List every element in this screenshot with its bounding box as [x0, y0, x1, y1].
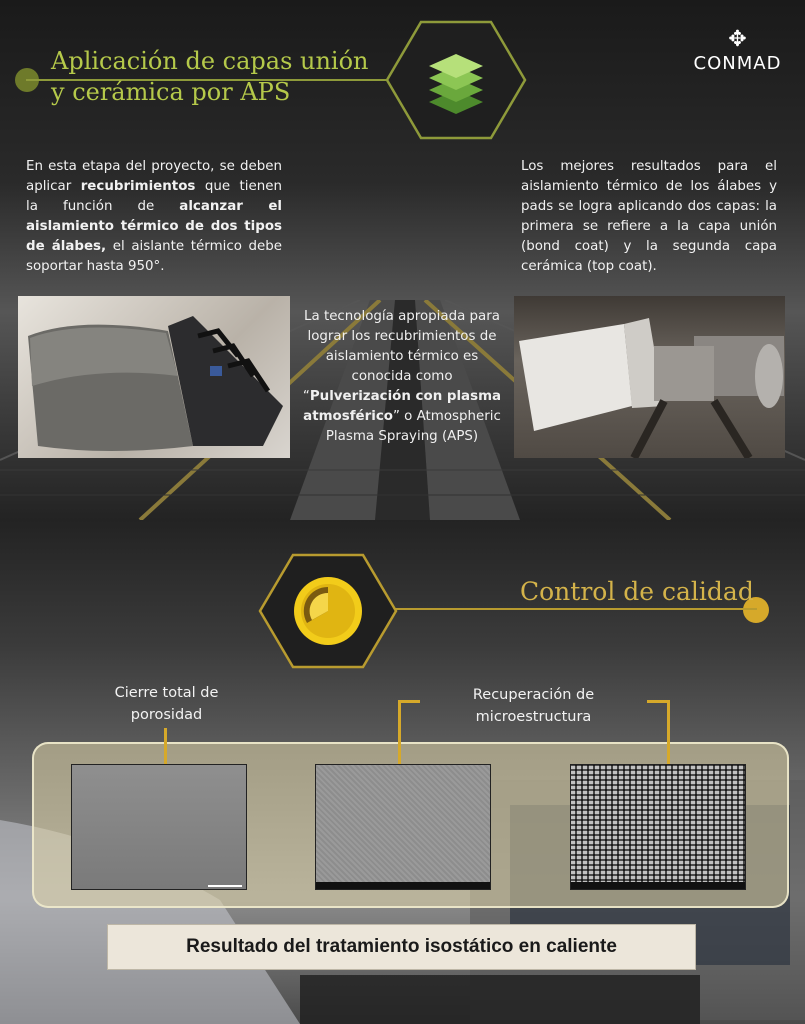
page-title — [51, 46, 369, 108]
coated-sphere-icon — [258, 553, 398, 669]
scale-bar — [208, 885, 242, 887]
microstructure-connector-right — [667, 700, 670, 772]
result-banner-text: Resultado del tratamiento isostático en caliente — [186, 936, 617, 957]
result-banner — [107, 924, 696, 970]
page-title-line2: y cerámica por APS — [51, 78, 291, 106]
layers-icon — [385, 20, 527, 140]
logo-mark-icon: ✥ — [728, 27, 747, 52]
sem-image-porosity — [71, 764, 247, 890]
conmad-logo — [690, 28, 785, 74]
sem-info-bar — [316, 882, 490, 889]
sem-image-surface — [315, 764, 491, 890]
intro-paragraph: En esta etapa del proyecto, se deben aplicar recubrimientos que tienen la función de alcanzar el aislamiento térmico de dos tipos de álabes, el aislante térmico debe soportar hasta 950°. — [26, 159, 283, 274]
page-title-line1: Aplicación de capas unión — [51, 47, 369, 75]
sem-image-microstructure — [570, 764, 746, 890]
microstructure-connector-right-cap — [647, 700, 669, 703]
microstructure-connector-left-cap — [398, 700, 420, 703]
coated-blade-photo — [18, 296, 290, 458]
microstructure-label: Recuperación de microestructura — [472, 687, 595, 725]
quality-title: Control de calidad — [520, 577, 754, 606]
technology-paragraph: La tecnología apropiada para lograr los recubrimientos de aislamiento térmico es conocida como “Pulverización con plasma atmosférico” o Atmospheric Plasma Spraying (APS) — [302, 309, 502, 444]
turbine-blade-fixture-photo — [514, 296, 785, 458]
porosity-label: Cierre total de porosidad — [114, 685, 219, 723]
quality-title-underline — [395, 608, 757, 610]
sem-info-bar — [571, 882, 745, 889]
results-paragraph: Los mejores resultados para el aislamiento térmico de los álabes y pads se logra aplicando dos capas: la primera se refiere a la capa unión (bond coat) y la segunda capa cerámica (top coat). — [521, 159, 777, 274]
logo-text: CONMAD — [693, 53, 782, 74]
